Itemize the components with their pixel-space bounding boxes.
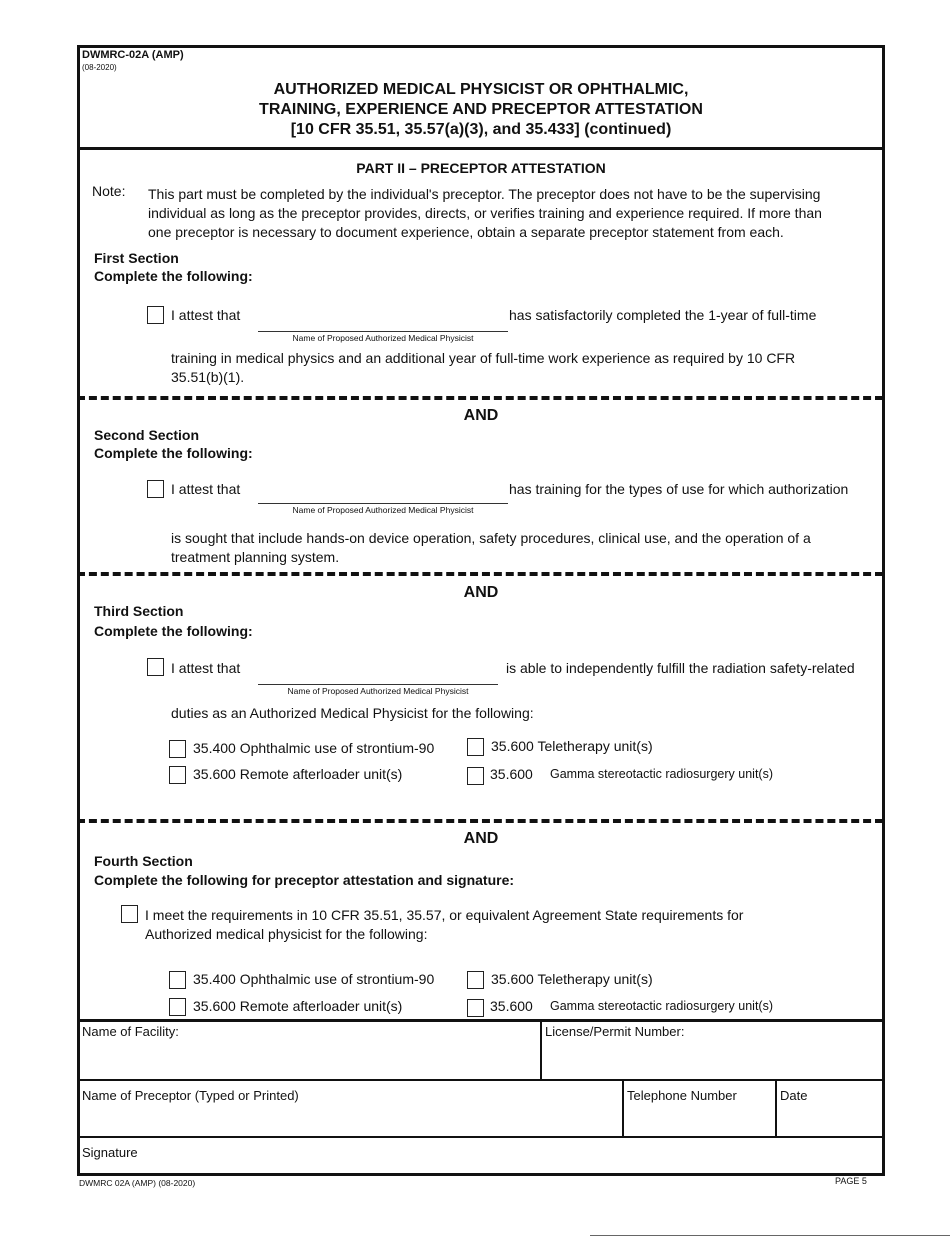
- section-text: [145, 906, 743, 944]
- and-label: AND: [463, 830, 499, 847]
- divider: [775, 1080, 777, 1137]
- divider: [540, 1020, 542, 1081]
- section-text: [171, 349, 795, 387]
- section-text: [171, 529, 811, 567]
- option-code: 35.600: [490, 998, 533, 1014]
- signature-field[interactable]: [82, 1145, 877, 1167]
- preceptor-name-field[interactable]: [82, 1088, 617, 1134]
- and-label: AND: [463, 407, 499, 424]
- attest-text: has training for the types of use for which authorization: [509, 481, 849, 497]
- license-field[interactable]: [545, 1024, 875, 1078]
- text-line: 35.51(b)(1).: [171, 369, 245, 385]
- title-line: [10 CFR 35.51, 35.57(a)(3), and 35.433] (continued): [290, 121, 672, 138]
- title-line: TRAINING, EXPERIENCE AND PRECEPTOR ATTESTATION: [259, 101, 703, 118]
- date-field[interactable]: [780, 1088, 875, 1134]
- divider: [622, 1080, 624, 1137]
- title-line: AUTHORIZED MEDICAL PHYSICIST OR OPHTHALMIC,: [273, 81, 689, 98]
- attest-checkbox-2[interactable]: [147, 480, 164, 498]
- divider: [77, 1079, 885, 1081]
- option-label: Gamma stereotactic radiosurgery unit(s): [550, 999, 773, 1013]
- attest-checkbox-3[interactable]: [147, 658, 164, 676]
- dashed-divider: [77, 396, 883, 400]
- option-checkbox-gamma[interactable]: [467, 767, 484, 785]
- divider: [77, 1136, 885, 1138]
- text-line: Authorized medical physicist for the following:: [145, 926, 428, 942]
- section-title: Third Section: [94, 603, 184, 619]
- section-text: duties as an Authorized Medical Physicist for the following:: [171, 705, 534, 721]
- name-field-label: Name of Proposed Authorized Medical Physicist: [292, 333, 474, 343]
- text-line: treatment planning system.: [171, 549, 340, 565]
- option-checkbox-teletherapy[interactable]: [467, 738, 484, 756]
- note-line: This part must be completed by the individual's preceptor. The preceptor does not have to be the supervising: [148, 186, 821, 202]
- option-code: 35.600: [490, 766, 533, 782]
- section-title: Fourth Section: [94, 853, 193, 869]
- option-checkbox-afterloader-2[interactable]: [169, 998, 186, 1016]
- note-label: Note:: [92, 183, 126, 199]
- section-subtitle: Complete the following:: [94, 268, 253, 284]
- preceptor-label: Name of Preceptor (Typed or Printed): [82, 1088, 299, 1103]
- note-line: one preceptor is necessary to document experience, obtain a separate preceptor statement from each.: [148, 224, 784, 240]
- option-label: 35.600 Teletherapy unit(s): [491, 971, 653, 987]
- requirements-checkbox[interactable]: [121, 905, 138, 923]
- facility-field[interactable]: [82, 1024, 538, 1078]
- option-label: 35.600 Teletherapy unit(s): [491, 738, 653, 754]
- attest-label: I attest that: [171, 660, 241, 676]
- name-field-label: Name of Proposed Authorized Medical Physicist: [287, 686, 469, 696]
- telephone-field[interactable]: [627, 1088, 772, 1134]
- date-label: Date: [780, 1088, 808, 1103]
- text-line: training in medical physics and an additional year of full-time work experience as required by 10 CFR: [171, 350, 796, 366]
- option-checkbox-strontium[interactable]: [169, 740, 186, 758]
- option-checkbox-strontium-2[interactable]: [169, 971, 186, 989]
- option-label: 35.600 Remote afterloader unit(s): [193, 766, 403, 782]
- note-text: [148, 185, 822, 242]
- signature-label: Signature: [82, 1145, 138, 1160]
- section-title: First Section: [94, 250, 179, 266]
- text-line: is sought that include hands-on device operation, safety procedures, clinical use, and the operation of a: [171, 530, 811, 546]
- option-checkbox-teletherapy-2[interactable]: [467, 971, 484, 989]
- section-subtitle: Complete the following:: [94, 623, 253, 639]
- dashed-divider: [77, 572, 883, 576]
- license-label: License/Permit Number:: [545, 1024, 685, 1039]
- text-line: I meet the requirements in 10 CFR 35.51, 35.57, or equivalent Agreement State requirements for: [145, 907, 744, 923]
- option-checkbox-gamma-2[interactable]: [467, 999, 484, 1017]
- name-field-label: Name of Proposed Authorized Medical Physicist: [292, 505, 474, 515]
- attest-label: I attest that: [171, 307, 241, 323]
- dashed-divider: [77, 819, 883, 823]
- facility-label: Name of Facility:: [82, 1024, 179, 1039]
- section-subtitle: Complete the following:: [94, 445, 253, 461]
- option-label: 35.400 Ophthalmic use of strontium-90: [193, 971, 435, 987]
- page-number: PAGE 5: [835, 1176, 867, 1186]
- option-label: 35.600 Remote afterloader unit(s): [193, 998, 403, 1014]
- part-title: PART II – PRECEPTOR ATTESTATION: [356, 160, 606, 176]
- attest-text: is able to independently fulfill the radiation safety-related: [506, 660, 855, 676]
- page-edge: [590, 1235, 950, 1236]
- name-input-2[interactable]: [258, 503, 508, 504]
- attest-label: I attest that: [171, 481, 241, 497]
- name-input-1[interactable]: [258, 331, 508, 332]
- section-title: Second Section: [94, 427, 200, 443]
- attest-text: has satisfactorily completed the 1-year of full-time: [509, 307, 817, 323]
- attest-checkbox-1[interactable]: [147, 306, 164, 324]
- option-label: Gamma stereotactic radiosurgery unit(s): [550, 767, 773, 781]
- divider: [77, 147, 885, 150]
- and-label: AND: [463, 584, 499, 601]
- section-subtitle: Complete the following for preceptor attestation and signature:: [94, 872, 515, 888]
- footer-form-id: DWMRC 02A (AMP) (08-2020): [79, 1178, 196, 1188]
- form-date: (08-2020): [82, 63, 117, 72]
- name-input-3[interactable]: [258, 684, 498, 685]
- telephone-label: Telephone Number: [627, 1088, 737, 1103]
- form-id: DWMRC-02A (AMP): [82, 49, 184, 61]
- form-title: [77, 80, 885, 140]
- note-line: individual as long as the preceptor provides, directs, or verifies training and experience required. If more than: [148, 205, 822, 221]
- option-checkbox-afterloader[interactable]: [169, 766, 186, 784]
- divider: [77, 1019, 885, 1022]
- option-label: 35.400 Ophthalmic use of strontium-90: [193, 740, 435, 756]
